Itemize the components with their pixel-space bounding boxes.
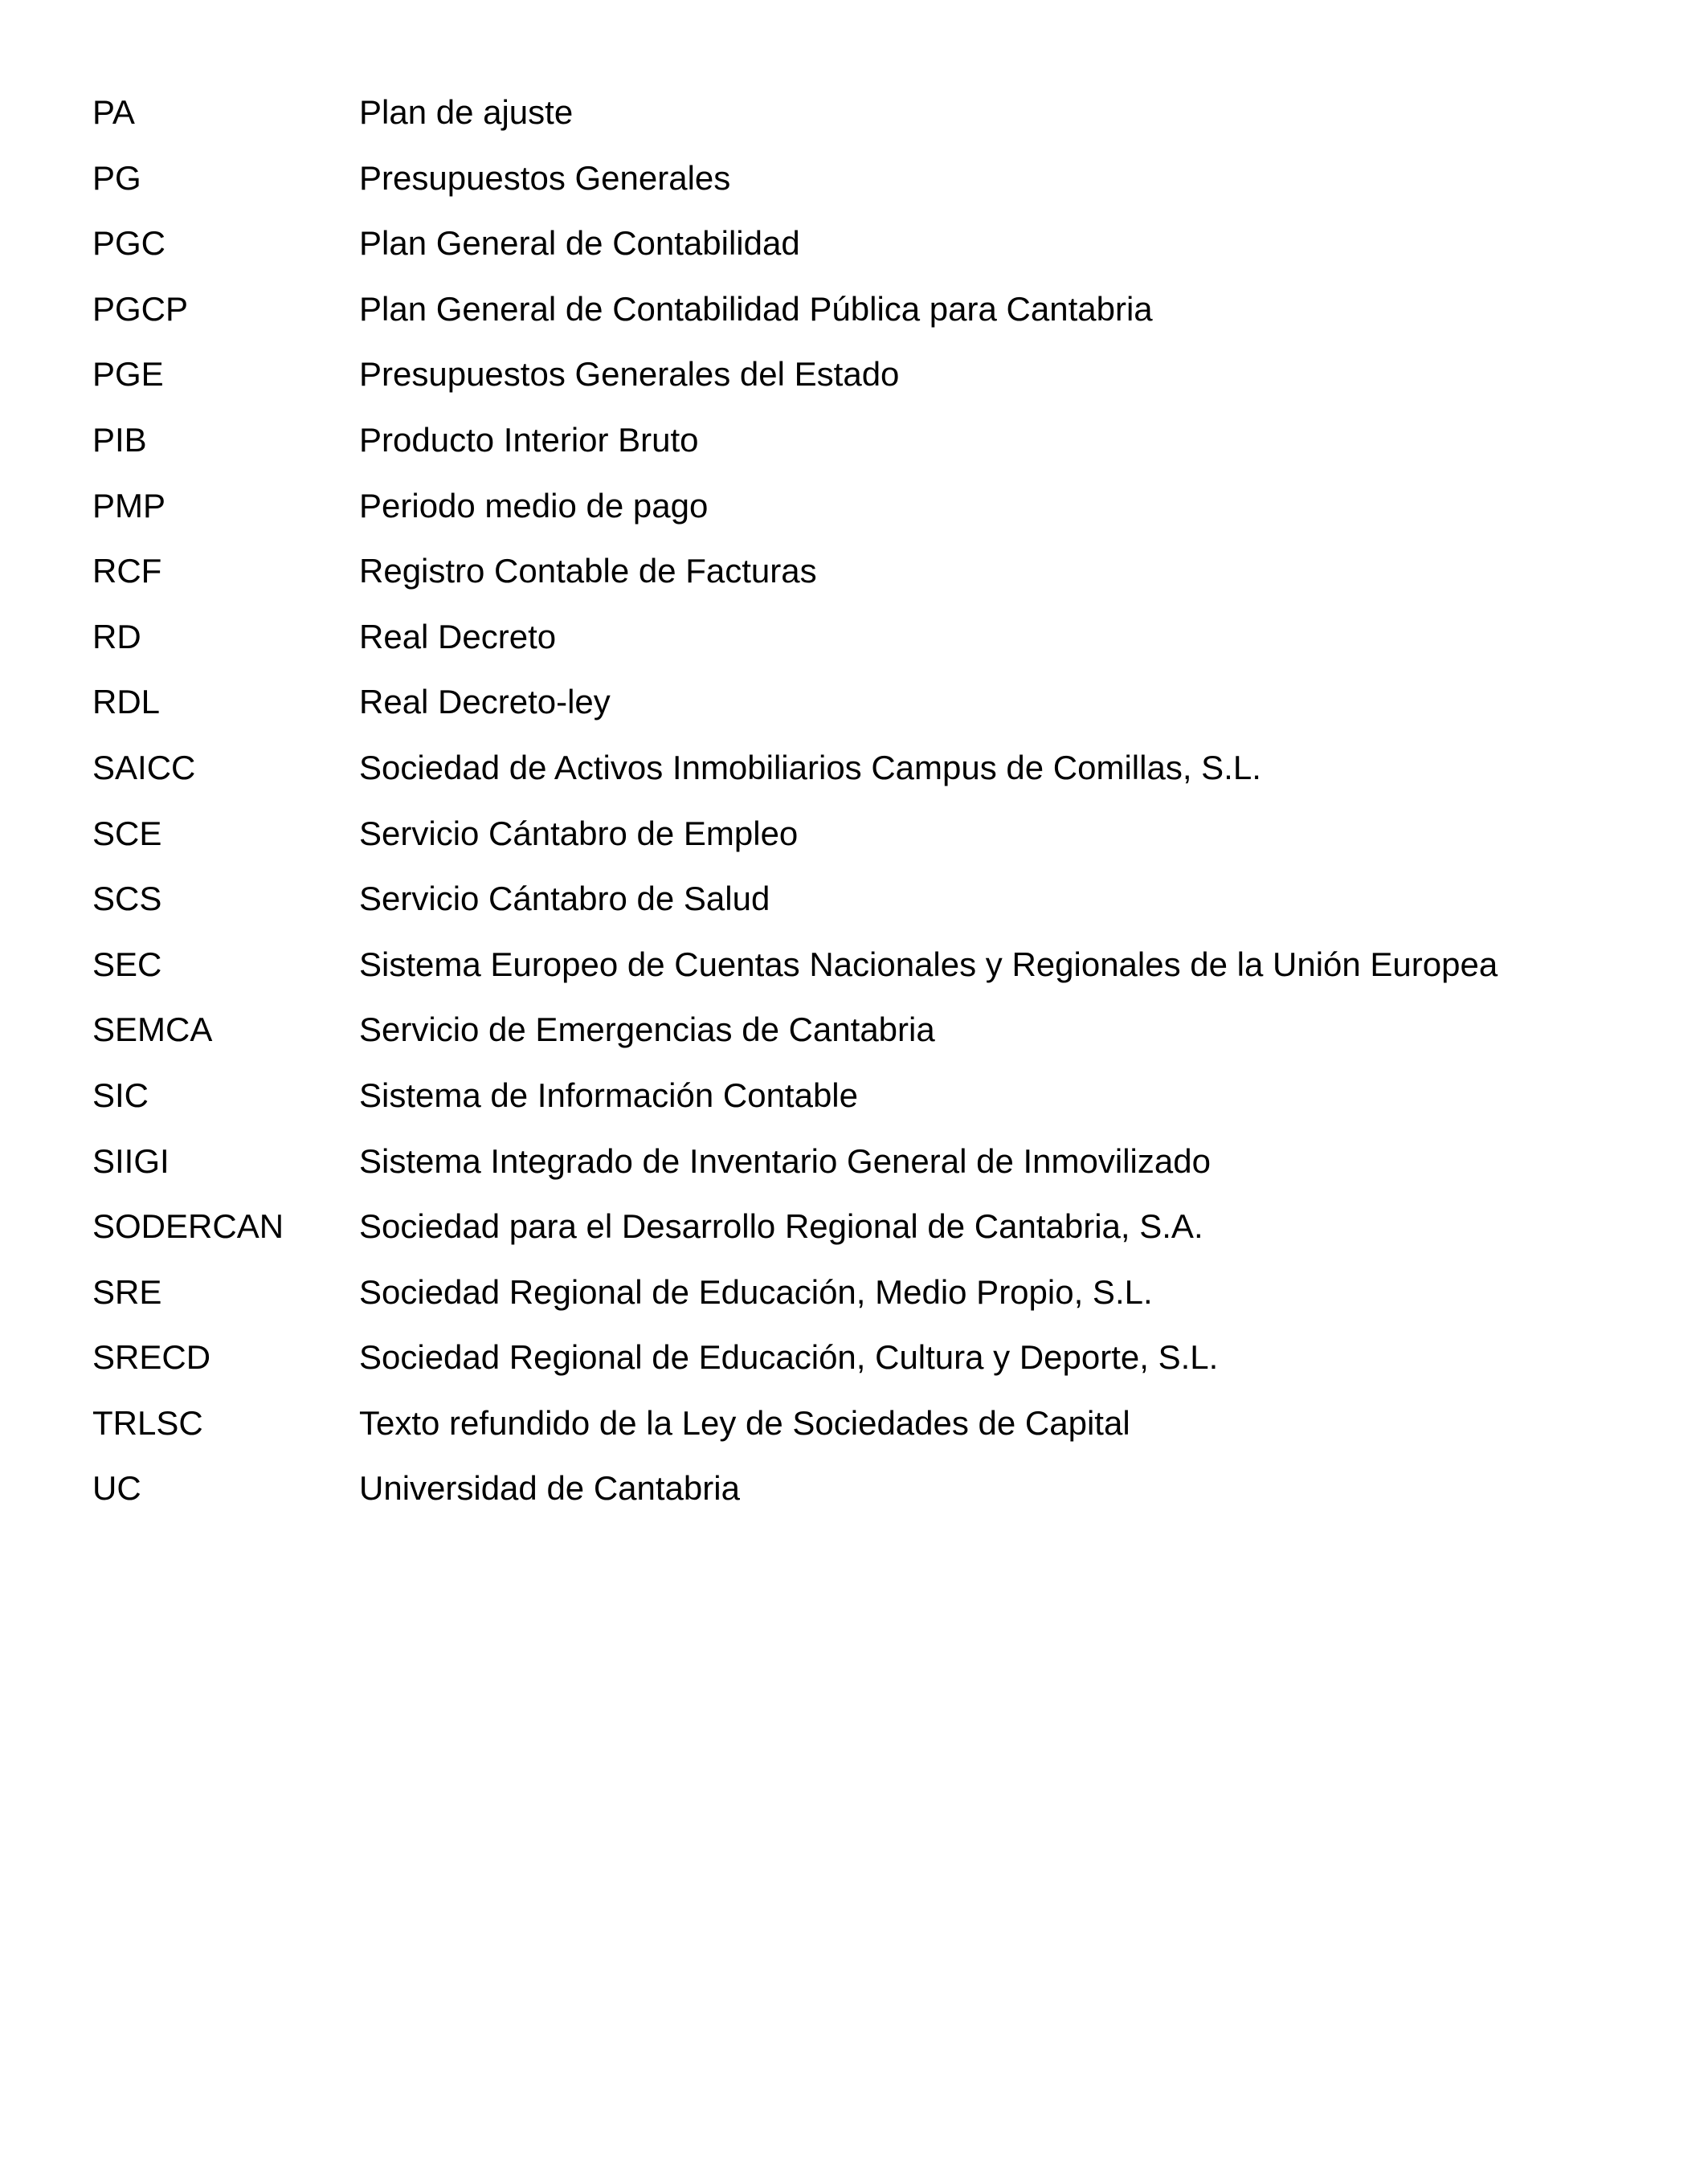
abbreviation-code: PGE [92,355,164,394]
abbreviation-description: Plan de ajuste [359,93,574,131]
abbreviation-row [92,876,1619,942]
abbreviation-description: Plan General de Contabilidad Pública para Cantabria [359,289,1153,328]
abbreviation-row [92,549,1619,614]
abbreviation-description: Real Decreto [359,617,557,655]
abbreviation-description: Presupuestos Generales [359,158,731,197]
abbreviation-row [92,352,1619,418]
abbreviation-description: Servicio Cántabro de Empleo [359,814,799,852]
abbreviation-description: Texto refundido de la Ley de Sociedades de Capital [359,1403,1130,1442]
abbreviation-row [92,484,1619,549]
abbreviation-description: Registro Contable de Facturas [359,552,817,590]
abbreviation-code: SAICC [92,748,196,786]
abbreviation-row [92,745,1619,811]
abbreviation-code: PG [92,158,141,197]
abbreviation-row [92,1401,1619,1467]
abbreviation-row [92,1073,1619,1139]
abbreviation-code: PA [92,93,135,131]
abbreviation-row [92,221,1619,287]
abbreviation-code: SEC [92,945,162,983]
abbreviation-row [92,156,1619,222]
abbreviation-code: RCF [92,552,162,590]
abbreviation-code: SCE [92,814,162,852]
abbreviation-code: PMP [92,486,166,525]
abbreviation-code: PGC [92,224,166,263]
abbreviation-code: SIC [92,1076,149,1114]
abbreviation-row [92,1335,1619,1401]
abbreviation-row [92,1007,1619,1073]
abbreviation-code: RDL [92,683,161,721]
abbreviation-description: Sociedad Regional de Educación, Cultura y Deporte, S.L. [359,1338,1219,1377]
abbreviation-row [92,90,1619,156]
abbreviation-description: Real Decreto-ley [359,683,611,721]
abbreviation-code: SRECD [92,1338,211,1377]
abbreviation-code: SODERCAN [92,1207,284,1246]
abbreviation-description: Sociedad para el Desarrollo Regional de Cantabria, S.A. [359,1207,1203,1246]
abbreviation-row [92,287,1619,353]
abbreviation-description: Sociedad Regional de Educación, Medio Propio, S.L. [359,1272,1153,1311]
abbreviation-row [92,1204,1619,1270]
abbreviation-list [92,90,1619,1532]
abbreviation-code: RD [92,617,141,655]
abbreviation-code: TRLSC [92,1403,203,1442]
abbreviation-row [92,1466,1619,1532]
abbreviation-row [92,1270,1619,1336]
abbreviation-description: Sistema Europeo de Cuentas Nacionales y Regionales de la Unión Europea [359,945,1498,983]
abbreviation-code: UC [92,1469,141,1508]
abbreviation-description: Producto Interior Bruto [359,420,699,459]
abbreviation-row [92,680,1619,745]
abbreviation-code: SIIGI [92,1141,170,1180]
abbreviation-description: Servicio Cántabro de Salud [359,880,770,918]
abbreviation-row [92,942,1619,1008]
abbreviation-code: PIB [92,420,147,459]
abbreviation-description: Servicio de Emergencias de Cantabria [359,1010,935,1049]
abbreviation-description: Universidad de Cantabria [359,1469,740,1508]
abbreviation-description: Plan General de Contabilidad [359,224,800,263]
abbreviation-description: Sistema Integrado de Inventario General de Inmovilizado [359,1141,1211,1180]
abbreviation-description: Periodo medio de pago [359,486,709,525]
abbreviation-code: SCS [92,880,162,918]
abbreviation-row [92,1139,1619,1205]
abbreviation-description: Presupuestos Generales del Estado [359,355,900,394]
abbreviation-row [92,811,1619,877]
abbreviation-code: PGCP [92,289,189,328]
abbreviation-description: Sistema de Información Contable [359,1076,858,1114]
abbreviation-row [92,418,1619,484]
abbreviation-row [92,614,1619,680]
abbreviation-code: SEMCA [92,1010,213,1049]
abbreviation-code: SRE [92,1272,162,1311]
abbreviation-description: Sociedad de Activos Inmobiliarios Campus de Comillas, S.L. [359,748,1261,786]
